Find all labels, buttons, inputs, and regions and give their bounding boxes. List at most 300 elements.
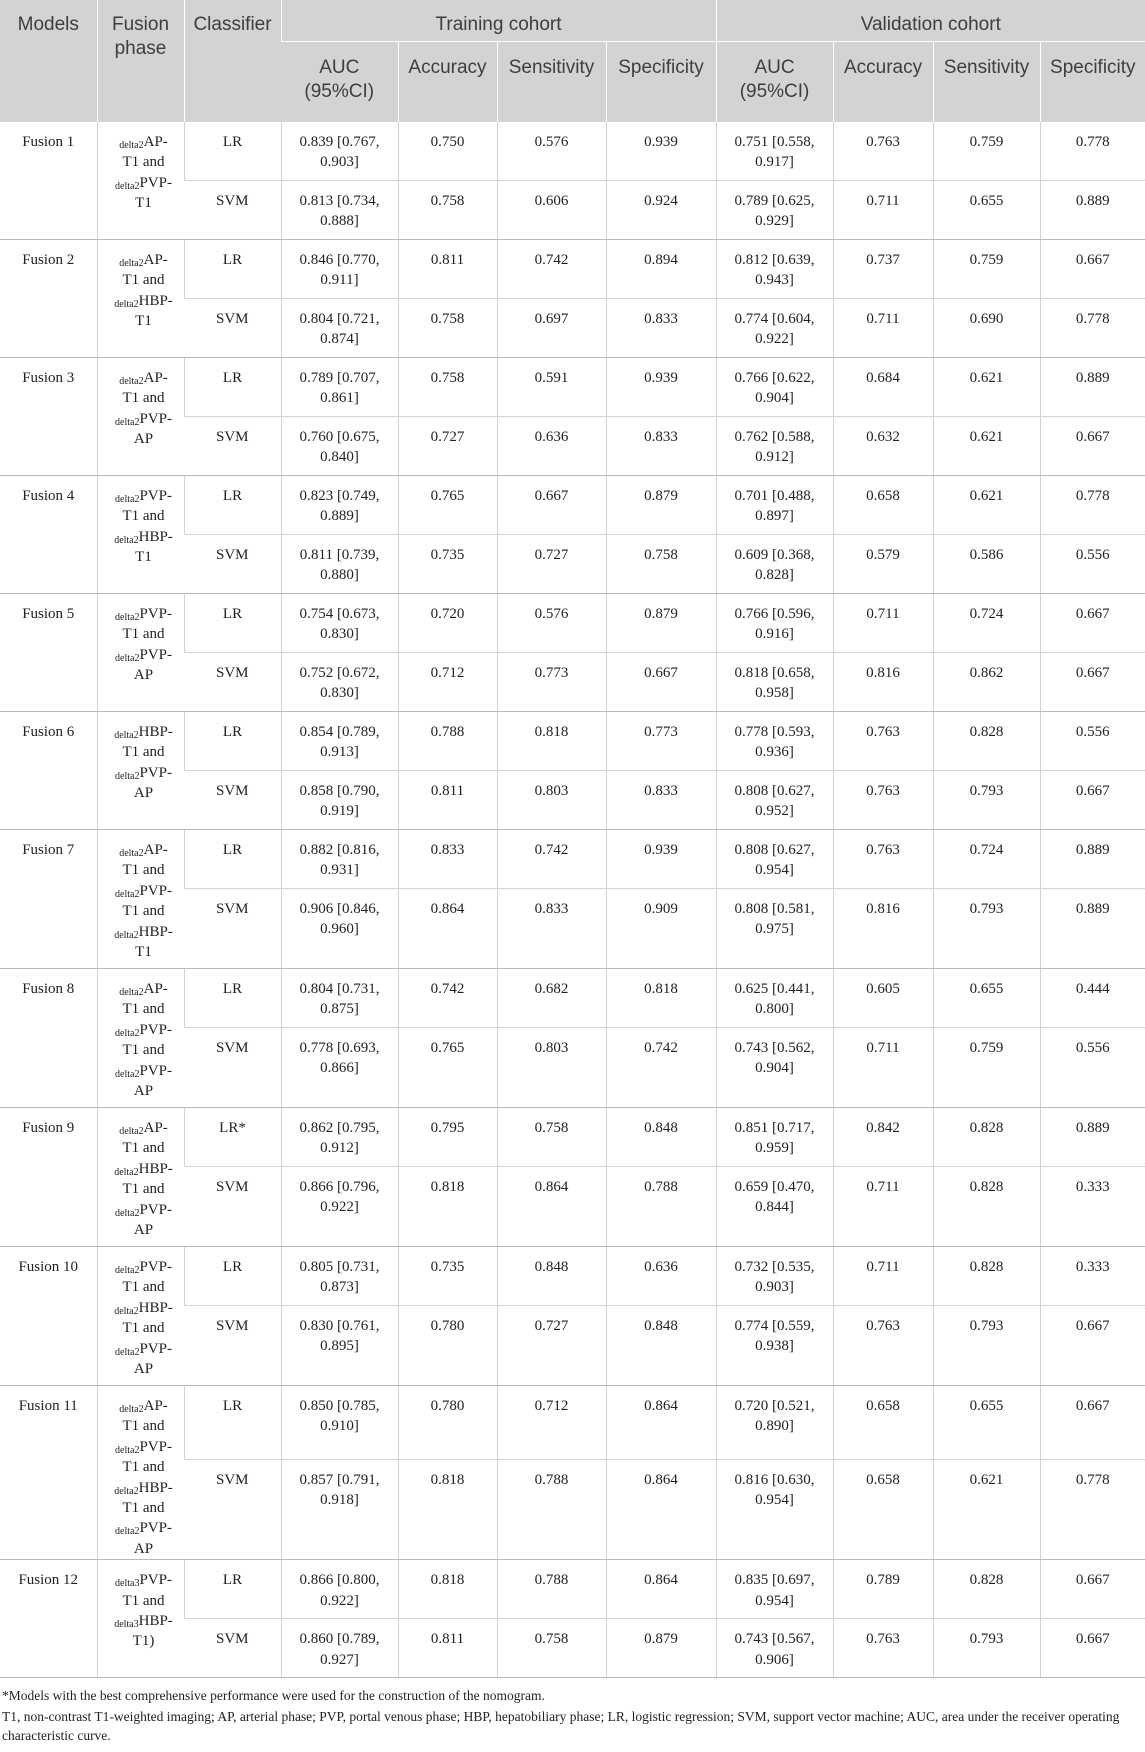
phase-subscript: delta3 (114, 1619, 139, 1631)
fusion-phase-line (110, 193, 178, 213)
phase-text: T1 and (122, 862, 165, 879)
training-auc-cell (281, 1386, 398, 1460)
training-sensitivity-cell: 0.833 (497, 889, 606, 969)
header-training-sensitivity: Sensitivity (497, 42, 606, 123)
classifier-cell: LR (184, 969, 281, 1028)
fusion-phase-line (110, 979, 178, 999)
fusion-phase-line (110, 645, 178, 665)
training-accuracy-cell: 0.811 (398, 240, 497, 299)
auc-line-2: 0.830] (320, 626, 359, 643)
phase-text: HBP- (138, 724, 173, 740)
model-name-cell: Fusion 1 (0, 122, 97, 240)
auc-line-2: 0.954] (755, 862, 794, 879)
training-sensitivity-cell: 0.818 (497, 712, 606, 771)
validation-sensitivity-cell: 0.586 (933, 535, 1040, 594)
training-auc-cell (281, 1306, 398, 1386)
training-specificity-cell: 0.939 (606, 358, 716, 417)
model-name-cell: Fusion 5 (0, 594, 97, 712)
phase-text: PVP- (139, 1259, 172, 1275)
auc-line-1: 0.754 [0.673, (299, 606, 380, 622)
auc-line-2: 0.889] (320, 508, 359, 525)
validation-auc-cell (716, 1108, 833, 1167)
phase-text: HBP- (138, 1479, 173, 1496)
training-sensitivity-cell: 0.576 (497, 122, 606, 181)
training-sensitivity-cell: 0.727 (497, 535, 606, 594)
fusion-phase-line (110, 1257, 178, 1277)
validation-auc-cell (716, 417, 833, 476)
fusion-phase-line (110, 1396, 178, 1416)
header-validation-specificity: Specificity (1040, 42, 1145, 123)
phase-text: PVP- (139, 174, 172, 191)
training-sensitivity-cell: 0.803 (497, 771, 606, 830)
fusion-phase-line (110, 840, 178, 860)
auc-line-1: 0.789 [0.625, (734, 193, 815, 209)
training-sensitivity-cell: 0.636 (497, 417, 606, 476)
header-classifier: Classifier (184, 0, 281, 122)
auc-line-2: 0.958] (755, 685, 794, 702)
training-auc-cell (281, 771, 398, 830)
auc-line-1: 0.830 [0.761, (299, 1318, 380, 1334)
auc-line-2: 0.906] (755, 1651, 794, 1668)
validation-sensitivity-cell: 0.828 (933, 1167, 1040, 1247)
phase-subscript: delta2 (114, 929, 139, 941)
fusion-phase-line (110, 999, 178, 1019)
auc-line-1: 0.659 [0.470, (734, 1179, 815, 1195)
validation-accuracy-cell: 0.763 (833, 1306, 933, 1386)
training-sensitivity-cell: 0.576 (497, 594, 606, 653)
fusion-phase-line (110, 604, 178, 624)
phase-text: AP (133, 431, 154, 448)
auc-line-1: 0.732 [0.535, (734, 1259, 815, 1275)
training-accuracy-cell: 0.811 (398, 1619, 497, 1678)
training-accuracy-cell: 0.818 (398, 1560, 497, 1619)
validation-auc-cell (716, 1028, 833, 1108)
phase-subscript: delta2 (115, 1027, 140, 1039)
training-sensitivity-cell: 0.697 (497, 299, 606, 358)
validation-accuracy-cell: 0.789 (833, 1560, 933, 1619)
fusion-phase-line (110, 409, 178, 429)
classifier-cell: SVM (184, 181, 281, 240)
training-sensitivity-cell: 0.682 (497, 969, 606, 1028)
training-auc-cell (281, 1459, 398, 1559)
fusion-phase-line (110, 1138, 178, 1158)
validation-specificity-cell: 0.889 (1040, 358, 1145, 417)
fusion-phase-line (110, 1040, 178, 1060)
phase-subscript: delta2 (115, 888, 140, 900)
training-specificity-cell: 0.879 (606, 594, 716, 653)
fusion-phase-line (110, 1570, 178, 1590)
fusion-phase-cell (97, 1560, 184, 1678)
phase-subscript: delta2 (119, 1126, 144, 1137)
fusion-phase-line (110, 1061, 178, 1081)
auc-line-2: 0.890] (755, 1418, 794, 1435)
training-auc-cell (281, 417, 398, 476)
auc-line-1: 0.839 [0.767, (299, 134, 380, 150)
phase-subscript: delta2 (115, 494, 140, 505)
validation-accuracy-cell: 0.658 (833, 1459, 933, 1559)
training-accuracy-cell: 0.712 (398, 653, 497, 712)
training-auc-cell (281, 712, 398, 771)
fusion-phase-line (110, 742, 178, 762)
validation-specificity-cell: 0.889 (1040, 181, 1145, 240)
table-row (0, 1247, 1145, 1306)
model-name-cell: Fusion 3 (0, 358, 97, 476)
table-footnotes (0, 1678, 1145, 1745)
phase-text: AP- (143, 981, 168, 997)
footnote-abbreviations: T1, non-contrast T1-weighted imaging; AP, arterial phase; PVP, portal venous phase; HBP, hepatobiliary phase; LR, logistic regression; SVM, support vector machine; AUC, area under the receiver operating characteristic curve. (2, 1709, 1120, 1744)
validation-accuracy-cell: 0.605 (833, 969, 933, 1028)
validation-specificity-cell: 0.444 (1040, 969, 1145, 1028)
auc-line-1: 0.818 [0.658, (734, 665, 815, 681)
auc-line-2: 0.830] (320, 685, 359, 702)
validation-auc-cell (716, 1306, 833, 1386)
auc-line-2: 0.844] (755, 1199, 794, 1216)
training-sensitivity-cell: 0.758 (497, 1108, 606, 1167)
phase-text: T1 and (122, 1418, 165, 1435)
model-name-cell: Fusion 10 (0, 1247, 97, 1386)
training-specificity-cell: 0.848 (606, 1306, 716, 1386)
classifier-cell: LR (184, 358, 281, 417)
validation-sensitivity-cell: 0.828 (933, 1560, 1040, 1619)
model-name-cell: Fusion 2 (0, 240, 97, 358)
validation-sensitivity-cell: 0.828 (933, 1247, 1040, 1306)
auc-line-2: 0.943] (755, 272, 794, 289)
classifier-cell: SVM (184, 653, 281, 712)
training-accuracy-cell: 0.742 (398, 969, 497, 1028)
auc-line-1: 0.774 [0.604, (734, 311, 815, 327)
training-specificity-cell: 0.833 (606, 299, 716, 358)
training-auc-cell (281, 181, 398, 240)
validation-auc-cell (716, 1560, 833, 1619)
phase-text: AP- (143, 842, 168, 858)
training-accuracy-cell: 0.780 (398, 1306, 497, 1386)
validation-accuracy-cell: 0.711 (833, 181, 933, 240)
table-row (0, 1108, 1145, 1167)
fusion-phase-line (110, 270, 178, 290)
training-sensitivity-cell: 0.848 (497, 1247, 606, 1306)
phase-subscript: delta2 (115, 180, 140, 192)
phase-text: PVP- (139, 646, 172, 663)
fusion-phase-line (110, 1539, 178, 1559)
validation-auc-cell (716, 240, 833, 299)
classifier-cell: LR (184, 1386, 281, 1460)
training-specificity-cell: 0.864 (606, 1560, 716, 1619)
fusion-phase-line (110, 763, 178, 783)
header-training-cohort: Training cohort (281, 0, 716, 42)
fusion-phase-line (110, 1457, 178, 1477)
validation-accuracy-cell: 0.579 (833, 535, 933, 594)
phase-text: T1 and (122, 1320, 165, 1337)
phase-subscript: delta2 (119, 848, 144, 859)
fusion-phase-line (110, 429, 178, 449)
auc-line-1: 0.823 [0.749, (299, 488, 380, 504)
fusion-phase-line (110, 665, 178, 685)
model-name-cell: Fusion 6 (0, 712, 97, 830)
training-auc-cell (281, 535, 398, 594)
auc-line-2: 0.828] (755, 567, 794, 584)
header-models: Models (0, 0, 97, 122)
auc-line-2: 0.936] (755, 744, 794, 761)
auc-line-2: 0.954] (755, 1492, 794, 1509)
training-specificity-cell: 0.773 (606, 712, 716, 771)
phase-subscript: delta2 (114, 298, 139, 310)
phase-text: T1 and (122, 744, 165, 761)
header-training-specificity: Specificity (606, 42, 716, 123)
fusion-phase-line (110, 388, 178, 408)
auc-line-2: 0.888] (320, 213, 359, 230)
fusion-phase-line (110, 152, 178, 172)
phase-text: AP- (143, 1398, 168, 1414)
fusion-phase-line (110, 922, 178, 942)
validation-auc-cell (716, 1459, 833, 1559)
phase-text: PVP- (139, 1438, 172, 1455)
validation-specificity-cell: 0.778 (1040, 1459, 1145, 1559)
validation-sensitivity-cell: 0.793 (933, 889, 1040, 969)
training-specificity-cell: 0.894 (606, 240, 716, 299)
training-accuracy-cell: 0.727 (398, 417, 497, 476)
training-specificity-cell: 0.818 (606, 969, 716, 1028)
fusion-phase-line (110, 173, 178, 193)
training-accuracy-cell: 0.758 (398, 181, 497, 240)
training-specificity-cell: 0.924 (606, 181, 716, 240)
fusion-phase-line (110, 506, 178, 526)
auc-line-1: 0.743 [0.567, (734, 1631, 815, 1648)
validation-accuracy-cell: 0.816 (833, 653, 933, 712)
phase-text: PVP- (139, 606, 172, 622)
training-sensitivity-cell: 0.712 (497, 1386, 606, 1460)
auc-line-1: 0.778 [0.693, (299, 1040, 380, 1056)
auc-line-2: 0.917] (755, 154, 794, 171)
phase-text: AP- (143, 134, 168, 150)
validation-accuracy-cell: 0.711 (833, 1167, 933, 1247)
training-accuracy-cell: 0.864 (398, 889, 497, 969)
validation-auc-cell (716, 181, 833, 240)
validation-auc-cell (716, 1386, 833, 1460)
phase-text: AP- (143, 1120, 168, 1136)
validation-sensitivity-cell: 0.690 (933, 299, 1040, 358)
table-row (0, 1386, 1145, 1460)
phase-subscript: delta2 (114, 534, 139, 546)
fusion-phase-cell (97, 122, 184, 240)
fusion-phase-line (110, 722, 178, 742)
header-validation-cohort: Validation cohort (716, 0, 1145, 42)
phase-subscript: delta2 (115, 612, 140, 623)
validation-sensitivity-cell: 0.828 (933, 712, 1040, 771)
fusion-phase-line (110, 486, 178, 506)
validation-sensitivity-cell: 0.793 (933, 1619, 1040, 1678)
model-name-cell: Fusion 7 (0, 830, 97, 969)
validation-specificity-cell: 0.333 (1040, 1167, 1145, 1247)
fusion-phase-line (110, 1277, 178, 1297)
classifier-cell: LR (184, 1560, 281, 1619)
training-auc-cell (281, 969, 398, 1028)
training-auc-cell (281, 594, 398, 653)
phase-text: AP (133, 667, 154, 684)
phase-subscript: delta2 (119, 376, 144, 387)
auc-line-2: 0.895] (320, 1338, 359, 1355)
training-accuracy-cell: 0.720 (398, 594, 497, 653)
training-specificity-cell: 0.636 (606, 1247, 716, 1306)
model-name-cell: Fusion 8 (0, 969, 97, 1108)
auc-line-1: 0.808 [0.627, (734, 842, 815, 858)
phase-text: T1 (135, 195, 152, 212)
auc-line-2: 0.938] (755, 1338, 794, 1355)
phase-subscript: delta2 (114, 730, 139, 741)
fusion-phase-cell (97, 358, 184, 476)
validation-accuracy-cell: 0.711 (833, 1028, 933, 1108)
fusion-phase-line (110, 783, 178, 803)
training-auc-cell (281, 122, 398, 181)
validation-auc-cell (716, 476, 833, 535)
fusion-phase-line (110, 1220, 178, 1240)
phase-subscript: delta2 (115, 1526, 140, 1538)
auc-line-1: 0.720 [0.521, (734, 1398, 815, 1414)
fusion-phase-line (110, 1298, 178, 1318)
classifier-cell: SVM (184, 417, 281, 476)
auc-line-2: 0.931] (320, 862, 359, 879)
phase-text: HBP- (138, 1613, 173, 1630)
header-validation-sensitivity: Sensitivity (933, 42, 1040, 123)
auc-line-2: 0.904] (755, 1060, 794, 1077)
fusion-phase-line (110, 1200, 178, 1220)
phase-text: T1 and (122, 154, 165, 171)
validation-specificity-cell: 0.778 (1040, 122, 1145, 181)
training-specificity-cell: 0.864 (606, 1459, 716, 1559)
validation-sensitivity-cell: 0.759 (933, 1028, 1040, 1108)
phase-text: T1 and (122, 390, 165, 407)
validation-auc-cell (716, 535, 833, 594)
training-auc-cell (281, 1028, 398, 1108)
auc-line-1: 0.846 [0.770, (299, 252, 380, 268)
auc-line-2: 0.922] (320, 1199, 359, 1216)
phase-text: HBP- (138, 923, 173, 940)
phase-text: PVP- (139, 1340, 172, 1357)
phase-text: PVP- (139, 764, 172, 781)
auc-line-2: 0.911] (320, 272, 359, 289)
phase-subscript: delta2 (115, 1346, 140, 1358)
classifier-cell: SVM (184, 1619, 281, 1678)
validation-specificity-cell: 0.556 (1040, 712, 1145, 771)
validation-accuracy-cell: 0.711 (833, 299, 933, 358)
fusion-phase-line (110, 1518, 178, 1538)
phase-text: AP (133, 785, 154, 802)
validation-accuracy-cell: 0.763 (833, 830, 933, 889)
table-row (0, 122, 1145, 181)
training-auc-cell (281, 1560, 398, 1619)
fusion-phase-line (110, 291, 178, 311)
phase-subscript: delta2 (115, 1444, 140, 1456)
training-accuracy-cell: 0.788 (398, 712, 497, 771)
phase-text: PVP- (139, 1201, 172, 1218)
auc-line-2: 0.952] (755, 803, 794, 820)
training-accuracy-cell: 0.735 (398, 1247, 497, 1306)
auc-line-1: 0.789 [0.707, (299, 370, 380, 386)
training-auc-cell (281, 889, 398, 969)
classifier-cell: LR (184, 594, 281, 653)
auc-line-2: 0.918] (320, 1492, 359, 1509)
training-sensitivity-cell: 0.758 (497, 1619, 606, 1678)
training-specificity-cell: 0.667 (606, 653, 716, 712)
fusion-phase-line (110, 881, 178, 901)
auc-line-1: 0.866 [0.796, (299, 1179, 380, 1195)
fusion-phase-line (110, 1591, 178, 1611)
validation-sensitivity-cell: 0.793 (933, 1306, 1040, 1386)
validation-specificity-cell: 0.556 (1040, 1028, 1145, 1108)
auc-line-2: 0.916] (755, 626, 794, 643)
auc-line-2: 0.880] (320, 567, 359, 584)
auc-line-1: 0.808 [0.627, (734, 783, 815, 799)
auc-line-1: 0.816 [0.630, (734, 1471, 815, 1488)
validation-sensitivity-cell: 0.621 (933, 476, 1040, 535)
phase-text: PVP- (139, 882, 172, 899)
phase-subscript: delta2 (119, 140, 144, 151)
validation-auc-cell (716, 594, 833, 653)
auc-line-1: 0.701 [0.488, (734, 488, 815, 504)
auc-line-1: 0.851 [0.717, (734, 1120, 815, 1136)
phase-text: T1 and (122, 1459, 165, 1476)
table-row (0, 358, 1145, 417)
classifier-cell: SVM (184, 535, 281, 594)
auc-line-1: 0.812 [0.639, (734, 252, 815, 268)
training-sensitivity-cell: 0.591 (497, 358, 606, 417)
validation-accuracy-cell: 0.763 (833, 122, 933, 181)
training-sensitivity-cell: 0.773 (497, 653, 606, 712)
training-auc-cell (281, 1108, 398, 1167)
validation-specificity-cell: 0.778 (1040, 476, 1145, 535)
auc-line-1: 0.854 [0.789, (299, 724, 380, 740)
fusion-phase-line (110, 1339, 178, 1359)
phase-subscript: delta2 (115, 1207, 140, 1219)
training-sensitivity-cell: 0.667 (497, 476, 606, 535)
auc-line-2: 0.861] (320, 390, 359, 407)
phase-text: T1 and (122, 1592, 165, 1609)
training-accuracy-cell: 0.765 (398, 476, 497, 535)
training-accuracy-cell: 0.833 (398, 830, 497, 889)
validation-accuracy-cell: 0.763 (833, 1619, 933, 1678)
phase-text: T1 and (122, 272, 165, 289)
validation-sensitivity-cell: 0.793 (933, 771, 1040, 830)
auc-line-1: 0.857 [0.791, (299, 1471, 380, 1488)
phase-text: PVP- (139, 1062, 172, 1079)
classifier-cell: SVM (184, 1028, 281, 1108)
validation-auc-cell (716, 358, 833, 417)
training-sensitivity-cell: 0.727 (497, 1306, 606, 1386)
phase-text: AP- (143, 252, 168, 268)
auc-line-1: 0.906 [0.846, (299, 901, 380, 917)
training-specificity-cell: 0.939 (606, 122, 716, 181)
auc-line-1: 0.835 [0.697, (734, 1572, 815, 1589)
auc-line-1: 0.774 [0.559, (734, 1318, 815, 1334)
fusion-phase-cell (97, 476, 184, 594)
auc-line-2: 0.904] (755, 390, 794, 407)
classifier-cell: LR (184, 240, 281, 299)
training-accuracy-cell: 0.758 (398, 299, 497, 358)
phase-text: T1 and (122, 1140, 165, 1157)
training-auc-cell (281, 240, 398, 299)
auc-line-1: 0.866 [0.800, (299, 1572, 380, 1589)
training-accuracy-cell: 0.750 (398, 122, 497, 181)
validation-specificity-cell: 0.556 (1040, 535, 1145, 594)
auc-line-1: 0.882 [0.816, (299, 842, 380, 858)
phase-text: HBP- (138, 528, 173, 545)
training-auc-cell (281, 1247, 398, 1306)
auc-line-1: 0.609 [0.368, (734, 547, 815, 563)
auc-line-2: 0.912] (755, 449, 794, 466)
phase-text: T1 (135, 313, 152, 330)
training-accuracy-cell: 0.795 (398, 1108, 497, 1167)
phase-text: T1 and (122, 903, 165, 920)
model-name-cell: Fusion 11 (0, 1386, 97, 1560)
